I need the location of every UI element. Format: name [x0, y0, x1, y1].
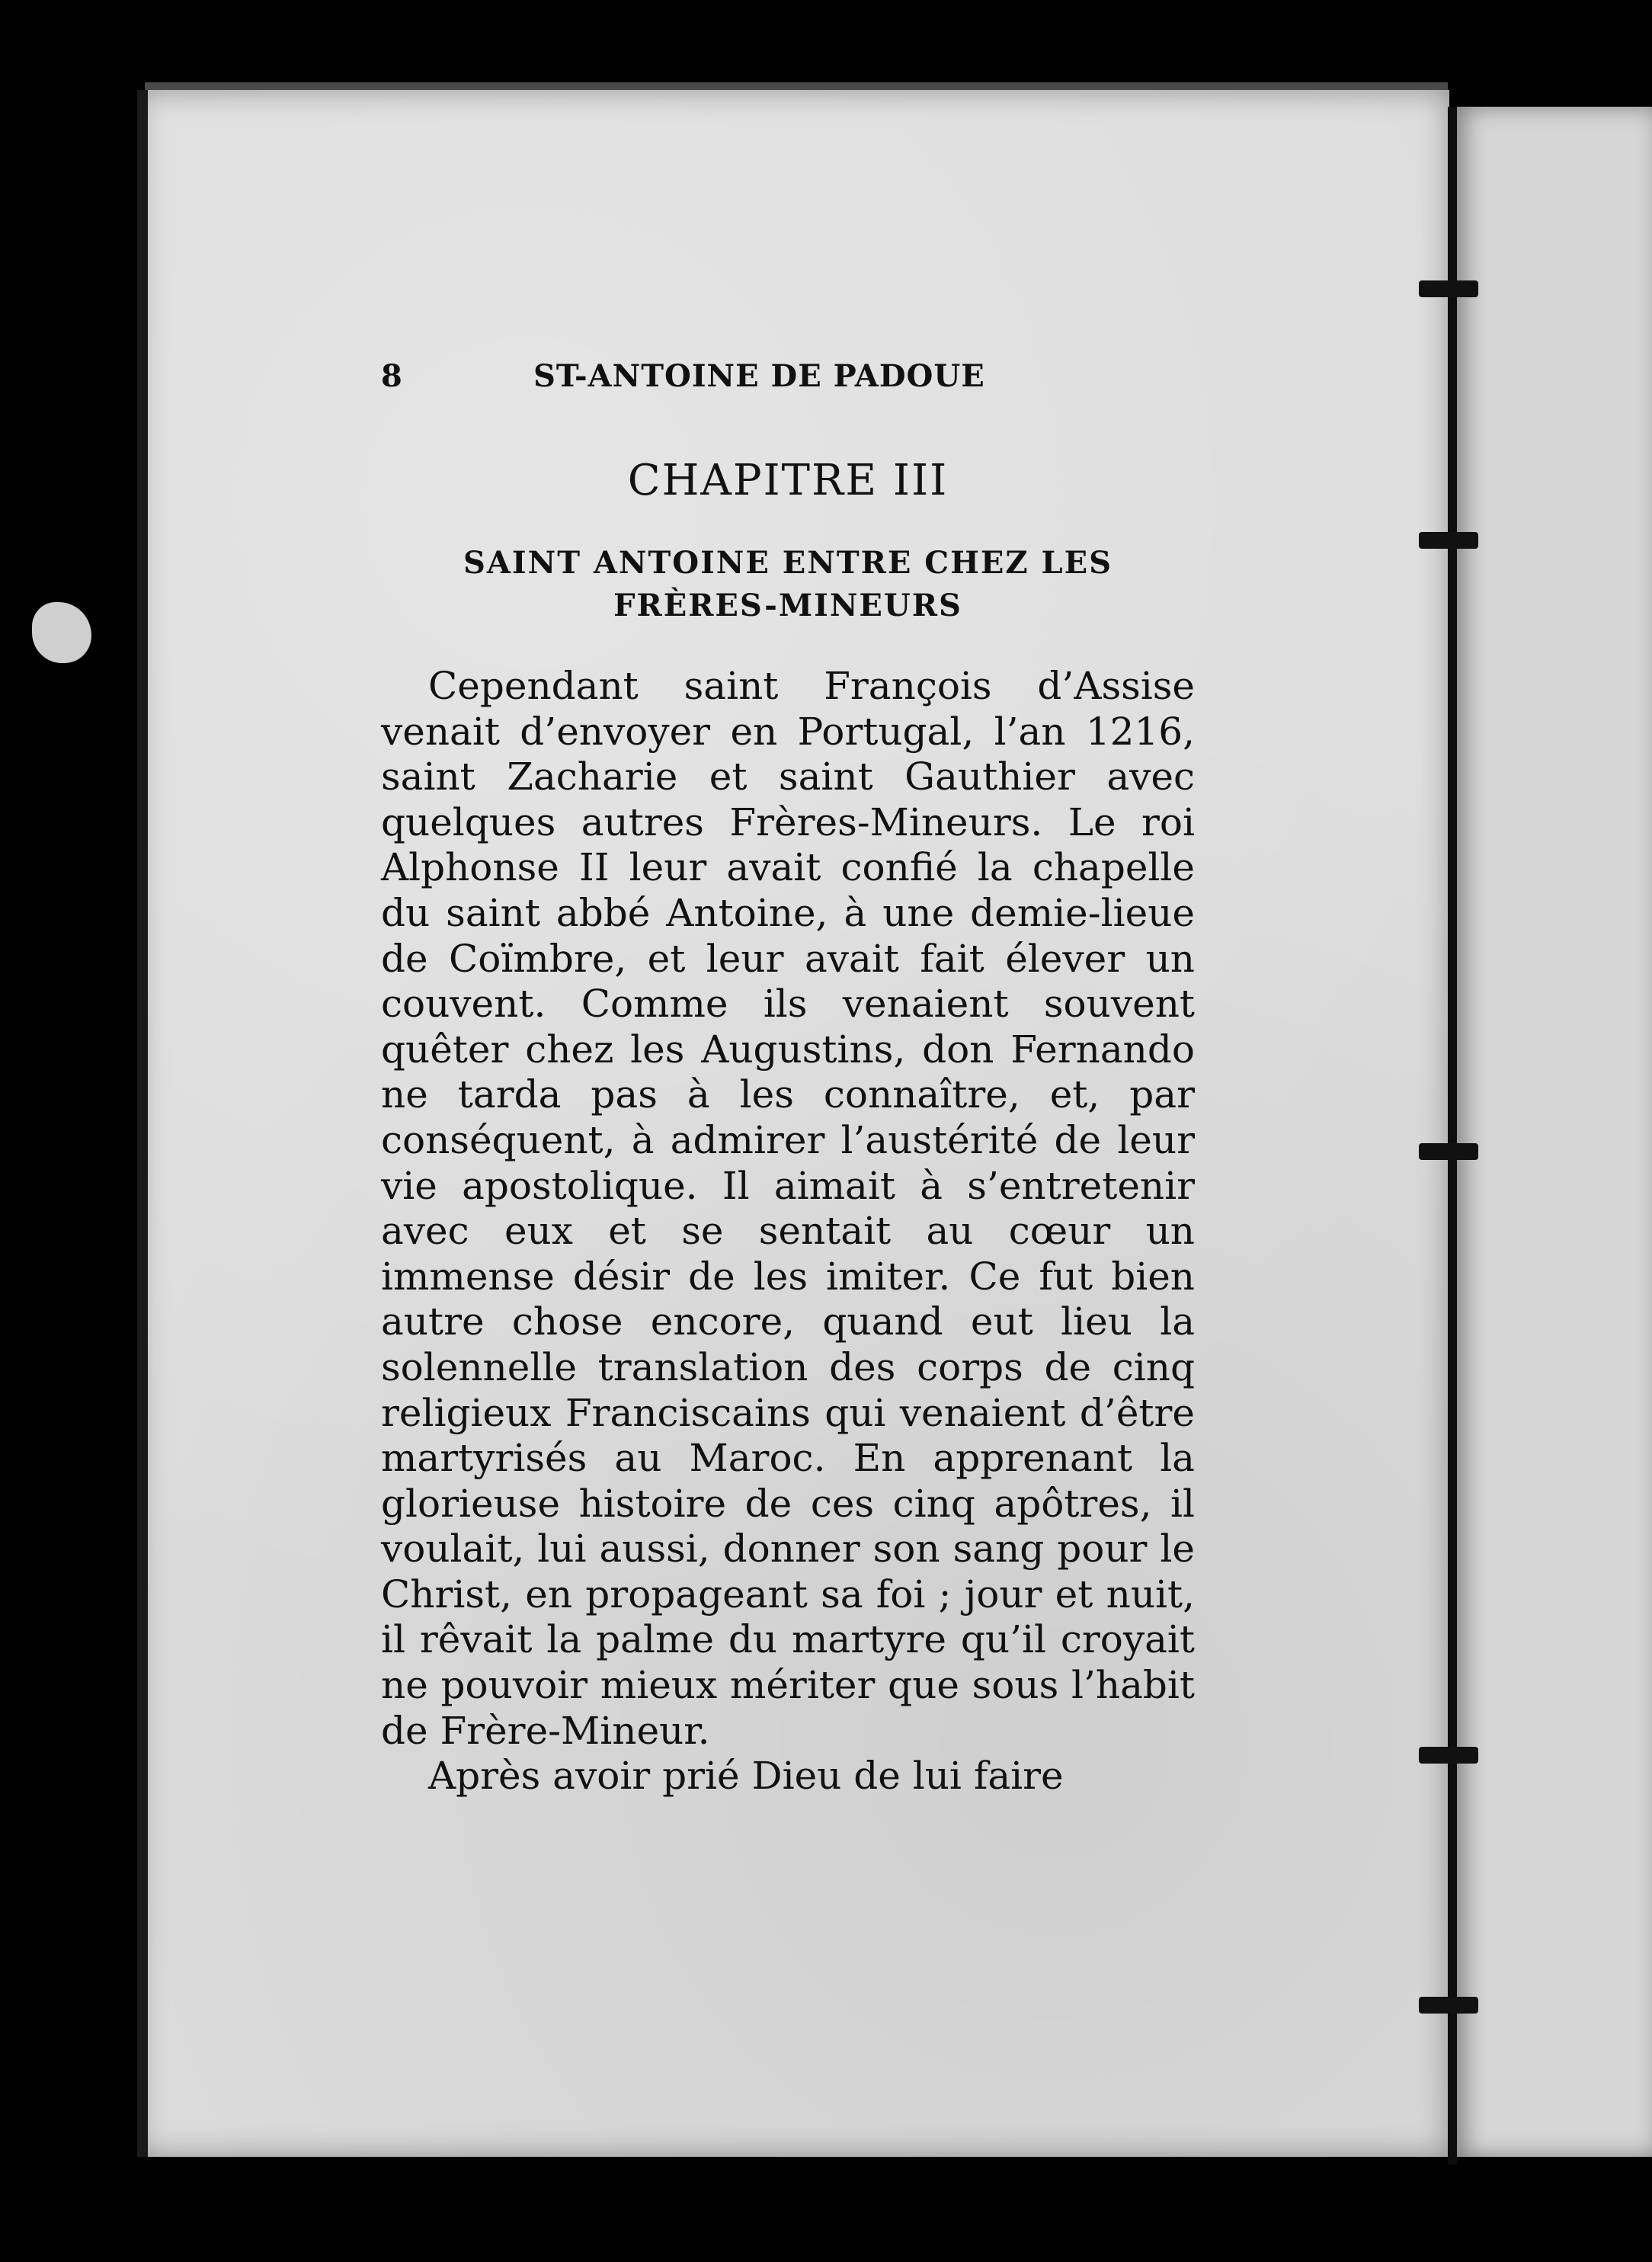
chapter-subtitle [381, 542, 1195, 627]
book-spine [1448, 107, 1457, 2164]
page-number: 8 [381, 358, 403, 394]
binding-stitch [1419, 1997, 1478, 2014]
paper-blot [32, 602, 91, 663]
chapter-subtitle-line: FRÈRES-MINEURS [613, 588, 962, 623]
chapter-title: CHAPITRE III [627, 456, 949, 505]
body-text [381, 664, 1195, 1799]
adjacent-page-edge [1457, 107, 1652, 2157]
running-head [381, 358, 1195, 412]
binding-stitch [1419, 280, 1478, 297]
page-content [381, 358, 1195, 1799]
binding-stitch [1419, 1747, 1478, 1764]
binding-stitch [1419, 532, 1478, 549]
running-title: ST-ANTOINE DE PADOUE [533, 358, 985, 394]
paragraph: Après avoir prié Dieu de lui faire [428, 1754, 1064, 1799]
chapter-subtitle-line: SAINT ANTOINE ENTRE CHEZ LES [463, 545, 1113, 581]
paragraph: Cependant saint François d’Assise venait d’envoyer en Portugal, l’an 1216, saint Zacharie et saint Gauthier avec quelques autres Frères-Mineurs. Le roi Alphonse II leur avait confié la chapelle du saint abbé Antoine, à une demie-lieue de Coïmbre, et leur avait fait élever un couvent. Comme ils venaient souvent quêter chez les Augustins, don Fernando ne tarda pas à les connaître, et, par conséquent, à admirer l’austérité de leur vie apostolique. Il aimait à s’entretenir avec eux et se sentait au cœur un immense désir de les imiter. Ce fut bien autre chose encore, quand eut lieu la solennelle translation des corps de cinq religieux Franciscains qui venaient d’être martyrisés au Maroc. En apprenant la glorieuse histoire de ces cinq apôtres, il voulait, lui aussi, donner son sang pour le Christ, en propageant sa foi ; jour et nuit, il rêvait la palme du martyre qu’il croyait ne pouvoir mieux mériter que sous l’habit de Frère-Mineur. [381, 664, 1195, 1753]
binding-stitch [1419, 1143, 1478, 1160]
